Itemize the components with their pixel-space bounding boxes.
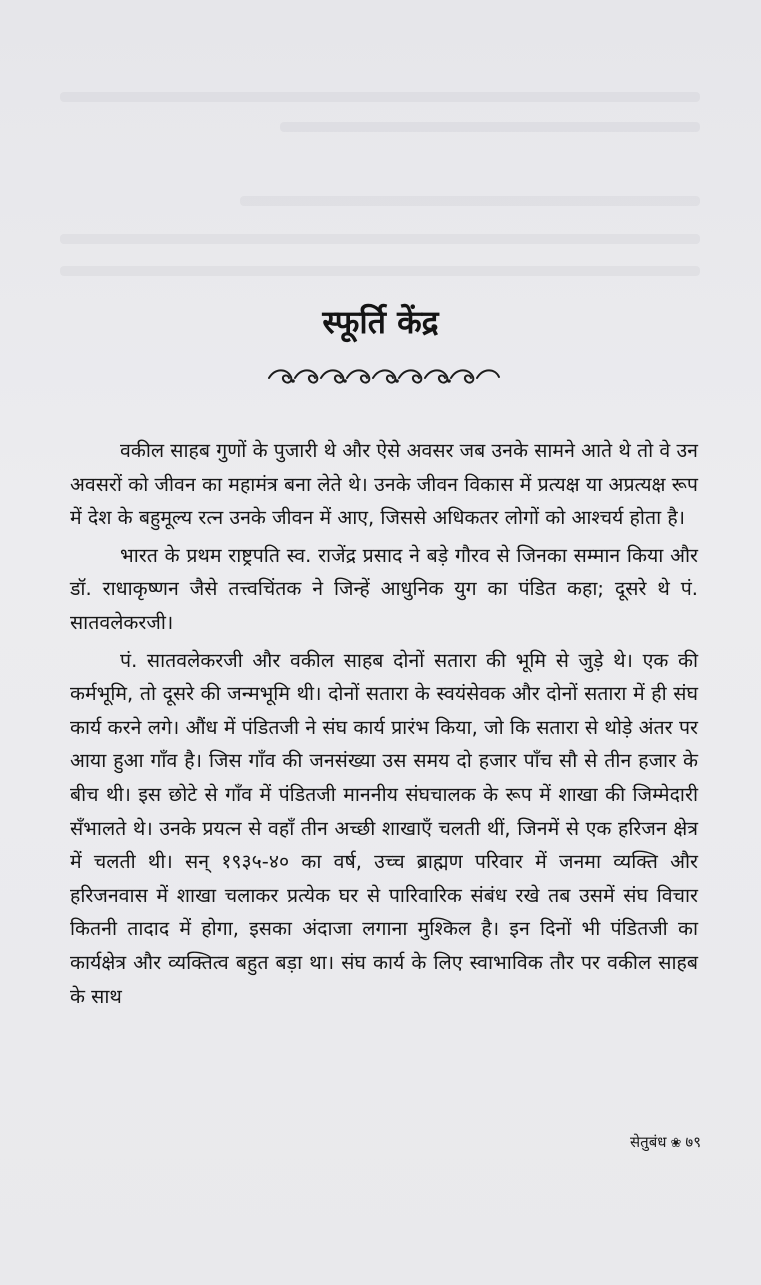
paragraph-3: पं. सातवलेकरजी और वकील साहब दोनों सतारा की भूमि से जुड़े थे। एक की कर्मभूमि, तो दूसरे की जन्मभूमि थी। दोनों सतारा के स्वयंसेवक और दोनों सतारा में ही संघ कार्य करने लगे। औंध में पंडितजी ने संघ कार्य प्रारंभ किया, जो कि सतारा से थोड़े अंतर पर आया हुआ गाँव है। जिस गाँव की जनसंख्या उस समय दो हजार पाँच सौ से तीन हजार के बीच थी। इस छोटे से गाँव में पंडितजी माननीय संघचालक के रूप में शाखा की जिम्मेदारी सँभालते थे। उनके प्रयत्न से वहाँ तीन अच्छी शाखाएँ चलती थीं, जिनमें से एक हरिजन क्षेत्र में चलती थी। सन् १९३५-४० का वर्ष, उच्च ब्राह्मण परिवार में जनमा व्यक्ति और हरिजनवास में शाखा चलाकर प्रत्येक घर से पारिवारिक संबंध रखे तब उसमें संघ विचार कितनी तादाद में होगा, इसका अंदाजा लगाना मुश्किल है। इन दिनों भी पंडितजी का कार्यक्षेत्र और व्यक्तित्व बहुत बड़ा था। संघ कार्य के लिए स्वाभाविक तौर पर वकील साहब के साथ — [70, 648, 698, 1008]
body-text — [70, 434, 698, 1017]
paragraph-1: वकील साहब गुणों के पुजारी थे और ऐसे अवसर जब उनके सामने आते थे तो वे उन अवसरों को जीवन का महामंत्र बना लेते थे। उनके जीवन विकास में प्रत्यक्ष या अप्रत्यक्ष रूप में देश के बहुमूल्य रत्न उनके जीवन में आए, जिससे अधिकतर लोगों को आश्चर्य होता है। — [70, 439, 698, 530]
bleed-through-line — [60, 92, 700, 102]
decorative-flourish-icon — [265, 366, 505, 388]
paragraph-2: भारत के प्रथम राष्ट्रपति स्व. राजेंद्र प्रसाद ने बड़े गौरव से जिनका सम्मान किया और डॉ. राधाकृष्णन जैसे तत्त्वचिंतक ने जिन्हें आधुनिक युग का पंडित कहा; दूसरे थे पं. सातवलेकरजी। — [70, 543, 698, 634]
bleed-through-line — [60, 234, 700, 244]
page-number: ७९ — [685, 1133, 701, 1151]
flower-ornament-icon: ❀ — [670, 1136, 682, 1151]
chapter-title: स्फूर्ति केंद्र — [322, 303, 439, 341]
page-footer — [630, 1132, 701, 1152]
bleed-through-line — [60, 266, 700, 276]
bleed-through-line — [240, 196, 700, 206]
running-title: सेतुबंध — [630, 1133, 667, 1151]
bleed-through-line — [280, 122, 700, 132]
